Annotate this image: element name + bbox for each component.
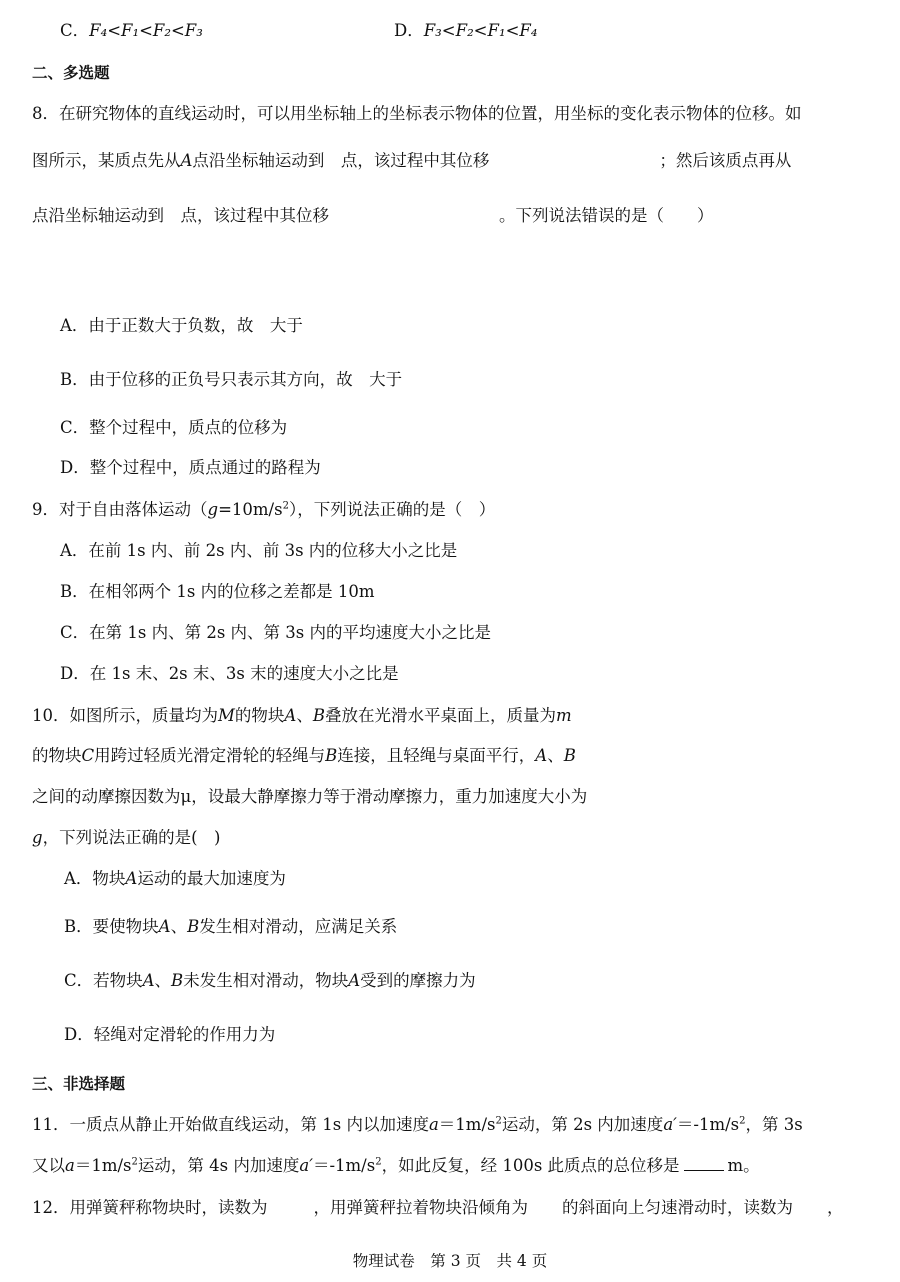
q9-option-c: C．在第 1s 内、第 2s 内、第 3s 内的平均速度大小之比是 xyxy=(60,623,491,642)
option-d-prev: D．F₃<F₂<F₁<F₄ xyxy=(394,21,538,40)
q12-line1: 12．用弹簧秤称物块时，读数为 ，用弹簧秤拉着物块沿倾角为 的斜面向上匀速滑动时，读数为 ， xyxy=(32,1198,844,1217)
option-c-math: F₄<F₁<F₂<F₃ xyxy=(89,21,203,40)
q8-option-c: C．整个过程中，质点的位移为 xyxy=(60,418,288,437)
q11-answer-blank[interactable] xyxy=(684,1156,724,1171)
q9-option-a: A．在前 1s 内、前 2s 内、前 3s 内的位移大小之比是 xyxy=(60,541,458,560)
q10-line3: 之间的动摩擦因数为μ，设最大静摩擦力等于滑动摩擦力，重力加速度大小为 xyxy=(32,787,588,806)
q8-option-b: B．由于位移的正负号只表示其方向，故 大于 xyxy=(60,370,403,389)
q11-line2: 又以$a=1m/s^2$运动，第 4s 内加速度$a'=-1m/s^2$，如此反复，经 100s 此质点的总位移是 m。 xyxy=(32,1156,760,1175)
option-d-math: F₃<F₂<F₁<F₄ xyxy=(423,21,538,40)
q10-line1: 10．如图所示，质量均为M的物块A、B叠放在光滑水平桌面上，质量为m xyxy=(32,706,572,725)
q10-line4: g，下列说法正确的是( ) xyxy=(32,828,221,847)
q10-option-b: B．要使物块A、B发生相对滑动，应满足关系 xyxy=(64,917,398,936)
option-c-prev: C．F₄<F₁<F₂<F₃ xyxy=(60,21,203,40)
q8-line3: 点沿坐标轴运动到 点，该过程中其位移 。下列说法错误的是（ ） xyxy=(32,206,714,225)
q8-option-a: A．由于正数大于负数，故 大于 xyxy=(60,316,303,335)
q9-option-d: D．在 1s 末、2s 末、3s 末的速度大小之比是 xyxy=(60,664,399,683)
section-heading-non-choice: 三、非选择题 xyxy=(32,1075,126,1093)
q9-option-b: B．在相邻两个 1s 内的位移之差都是 10m xyxy=(60,582,375,601)
q10-option-c: C．若物块A、B未发生相对滑动，物块A受到的摩擦力为 xyxy=(64,971,476,990)
section-heading-multiple-choice: 二、多选题 xyxy=(32,64,110,82)
q10-line2: 的物块C用跨过轻质光滑定滑轮的轻绳与B连接，且轻绳与桌面平行，A、B xyxy=(32,746,576,765)
q10-option-a: A．物块A运动的最大加速度为 xyxy=(64,869,286,888)
page-footer: 物理试卷 第 3 页 共 4 页 xyxy=(352,1252,548,1270)
q8-option-d: D．整个过程中，质点通过的路程为 xyxy=(60,458,321,477)
q11-line1: 11．一质点从静止开始做直线运动，第 1s 内以加速度$a=1m/s^2$运动，第 2s 内加速度$a'=-1m/s^2$，第 3s xyxy=(32,1115,803,1134)
q9-stem: 9．对于自由落体运动$(g=10m/s^2)$，下列说法正确的是（ ） xyxy=(32,500,496,519)
q10-option-d: D．轻绳对定滑轮的作用力为 xyxy=(64,1025,276,1044)
q8-line2: 图所示，某质点先从A点沿坐标轴运动到 点，该过程中其位移 ；然后该质点再从 xyxy=(32,151,792,170)
q8-line1: 8．在研究物体的直线运动时，可以用坐标轴上的坐标表示物体的位置，用坐标的变化表示物体的位移。如 xyxy=(32,104,802,123)
